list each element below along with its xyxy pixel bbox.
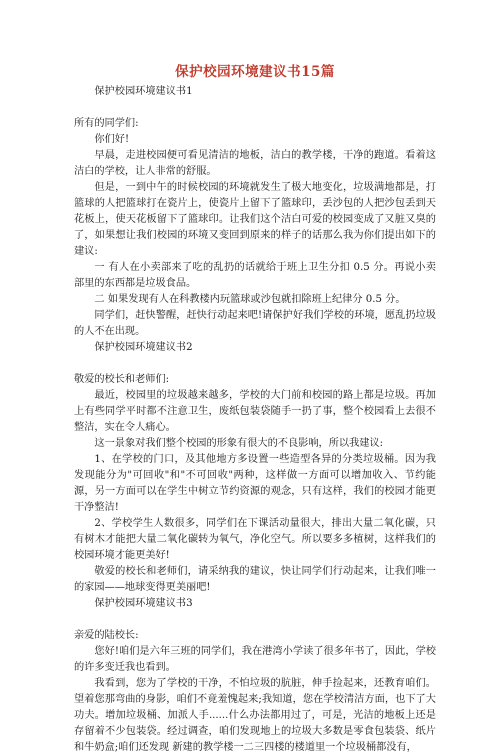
paragraph: 最近，校园里的垃圾越来越多，学校的大门前和校园的路上都是垃圾。再加上有些同学平时都不注意卫生，废纸包装袋随手一扔了事，整个校园看上去很不整洁，实在令人痛心。 (74, 390, 436, 433)
suggestion-item: 1、在学校的门口，及其他地方多设置一些造型各异的分类垃圾桶。因为我发现能分为"可回收"和"不可回收"两种，这样做一方面可以增加收入、节约能源，另一方面可以在学生中树立节约资源的观念，只有这样，我们的校园才能更干净整洁! (74, 454, 436, 513)
spacer (74, 100, 436, 116)
paragraph: 但是，一到中午的时候校园的环境就发生了极大地变化，垃圾满地都是，打篮球的人把篮球打在瓷片上，使瓷片上留下了篮球印，丢沙包的人把沙包丢到天花板上，使天花板留下了篮球印。让我们这个洁白可爱的校园变成了又脏又臭的了，如果想让我们校园的环境又变回到原来的样子的话那么我为你们提出如下的建议: (74, 182, 436, 257)
section-subtitle: 保护校园环境建议书3 (94, 598, 193, 609)
document-page (74, 62, 436, 756)
spacer (74, 356, 436, 372)
paragraph: 同学们，赶快警醒，赶快行动起来吧!请保护好我们学校的环境，愿乱扔垃圾的人不在出现。 (74, 310, 436, 337)
paragraph: 您好!咱们是六年三班的同学们，我在港湾小学读了很多年书了，因此，学校的许多变迁我也看到。 (74, 646, 436, 673)
suggestion-item: 二 如果发现有人在科教楼内玩篮球或沙包就扣除班上纪律分 0.5 分。 (94, 294, 406, 305)
greeting: 亲爱的陆校长: (74, 630, 139, 641)
section-subtitle: 保护校园环境建议书2 (94, 342, 193, 353)
paragraph: 早晨，走进校园便可看见清洁的地板，洁白的教学楼，干净的跑道。看着这洁白的学校，让人非常的舒服。 (74, 150, 436, 177)
suggestion-item: 2、学校学生人数很多，同学们在下课活动量很大，排出大量二氧化碳，只有树木才能把大量二氧化碳转为氧气，净化空气。所以要多多植树，这样我们的校园环境才能更美好! (74, 518, 436, 561)
greeting: 所有的同学们: (74, 118, 139, 129)
salute: 你们好! (94, 134, 130, 145)
section-subtitle: 保护校园环境建议书1 (94, 86, 193, 97)
spacer (74, 612, 436, 628)
paragraph: 敬爱的校长和老师们，请采纳我的建议，快让同学们行动起来，让我们唯一的家园——地球变得更美丽吧! (74, 566, 436, 593)
paragraph: 这一景象对我们整个校园的形象有很大的不良影响，所以我建议: (94, 438, 384, 449)
greeting: 敬爱的校长和老师们: (74, 374, 170, 385)
document-title: 保护校园环境建议书15篇 (175, 64, 335, 80)
suggestion-item: 一 有人在小卖部来了吃的乱扔的话就给于班上卫生分扣 0.5 分。再说小卖部里的东西都是垃圾食品。 (74, 262, 436, 289)
paragraph: 我看到，您为了学校的干净，不怕垃圾的肮脏，伸手捡起来，还教育咱们。望着您那弯曲的身影，咱们不竟羞愧起来;我知道，您在学校清洁方面，也下了大功夫。增加垃圾桶、加派人手......什么办法都用过了，可是，光洁的地板上还是存留着不少包装袋。经过调查，咱们发现地上的垃圾大多数是零食包装袋、纸片和牛奶盒;咱们还发现 新建的教学楼一二三四楼的楼道里一个垃圾桶都没有， (74, 678, 436, 753)
